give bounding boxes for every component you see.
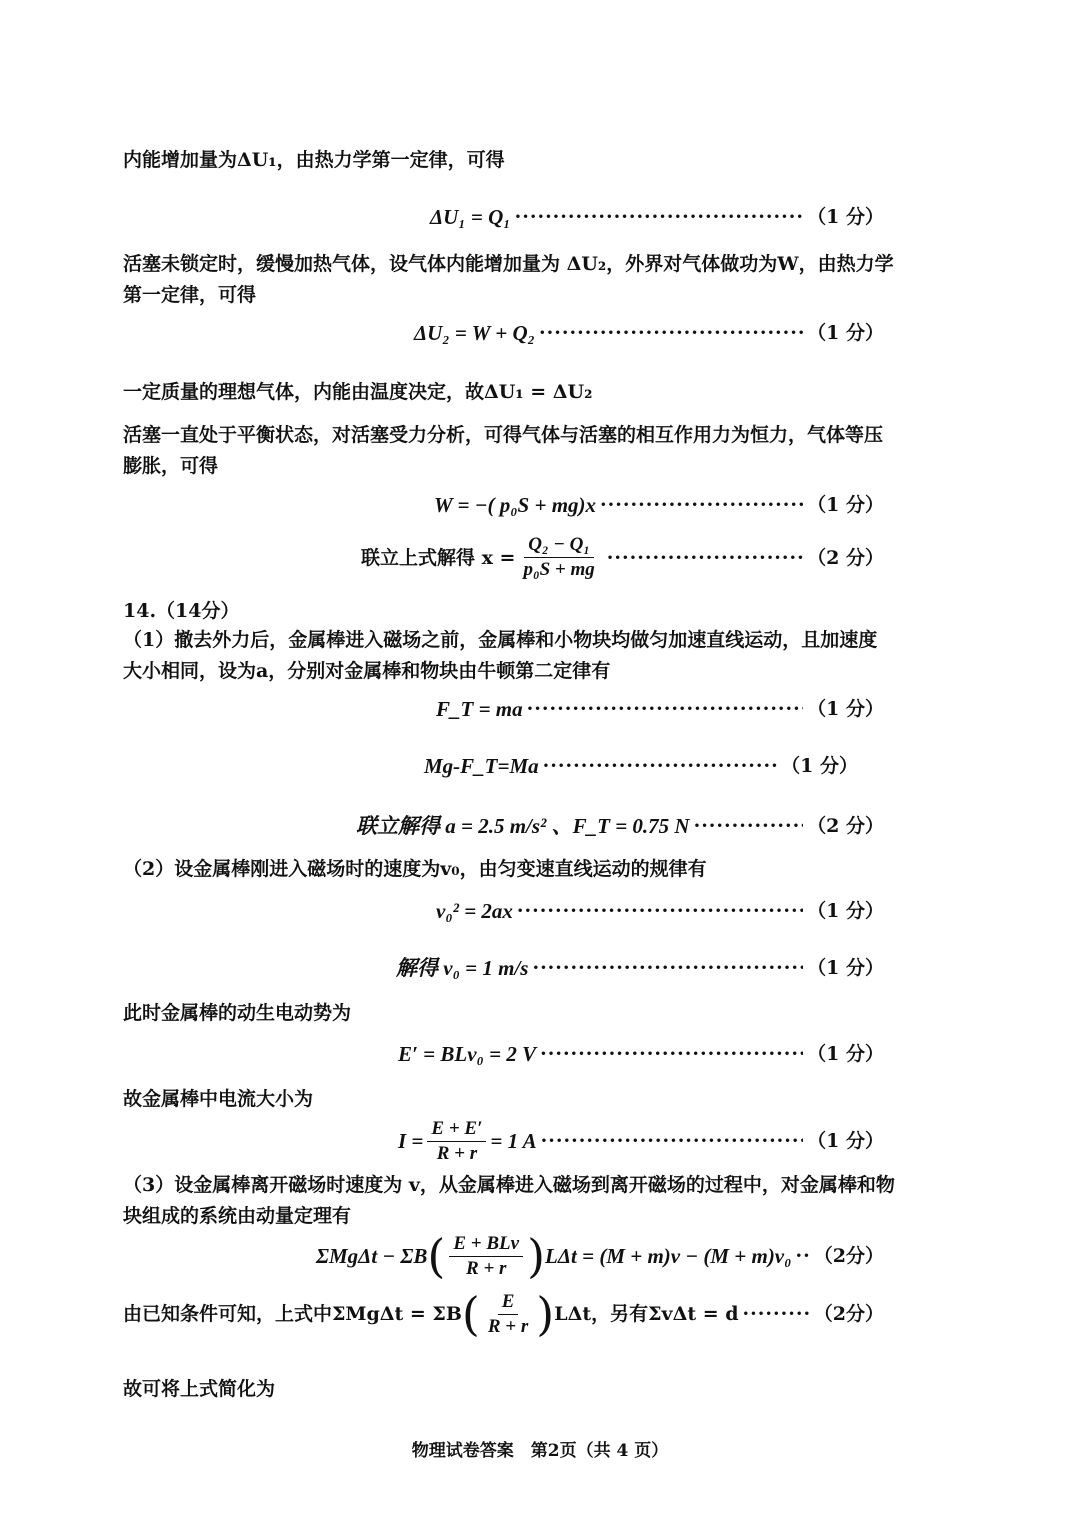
paren-left: (	[427, 1229, 446, 1283]
leader-dots	[600, 490, 803, 520]
equation: Mg-F_T=Ma	[424, 754, 539, 778]
equation-prefix: I =	[398, 1129, 424, 1153]
equation: E′ = BLv₀ = 2 V	[398, 1042, 537, 1066]
equation: v₀² = 2ax	[436, 899, 513, 923]
numerator: E	[498, 1290, 519, 1315]
text-line: 一定质量的理想气体，内能由温度决定，故ΔU₁ = ΔU₂	[123, 381, 593, 403]
leader-dots	[795, 1241, 809, 1271]
equation-row	[396, 953, 884, 983]
equation-row	[436, 694, 884, 724]
equation-row	[436, 896, 884, 926]
equation-part: LΔt，另有ΣvΔt = d	[554, 1303, 739, 1325]
text-paragraph: （3）设金属棒离开磁场时速度为 v，从金属棒进入磁场到离开磁场的过程中，对金属棒和物块组成的系统由动量定理有	[123, 1174, 895, 1227]
fraction	[519, 533, 598, 582]
leader-dots	[543, 751, 778, 781]
equation: W = −( p₀S + mg)x	[434, 493, 597, 517]
text-paragraph: （1）撤去外力后，金属棒进入磁场之前，金属棒和小物块均做匀加速直线运动，且加速度大小相同，设为a，分别对金属棒和物块由牛顿第二定律有	[123, 629, 878, 682]
text-paragraph: 活塞一直处于平衡状态，对活塞受力分析，可得气体与活塞的相互作用力为恒力，气体等压膨胀，可得	[123, 424, 884, 477]
equation-row	[316, 1230, 884, 1282]
text-line: 内能增加量为ΔU₁，由热力学第一定律，可得	[123, 149, 505, 171]
denominator: R + r	[436, 1142, 478, 1164]
equation-row	[398, 1039, 884, 1069]
score-label: （1 分）	[781, 755, 858, 777]
fraction	[427, 1117, 486, 1166]
score-label: （2分）	[813, 1303, 884, 1325]
paren-left: (	[461, 1287, 480, 1341]
fraction	[484, 1290, 532, 1339]
numerator: E + BLv	[449, 1232, 523, 1257]
score-label: （1 分）	[807, 1043, 884, 1065]
denominator: p₀S + mg	[523, 559, 595, 580]
leader-dots	[540, 1039, 803, 1069]
score-label: （1 分）	[807, 322, 884, 344]
equation: 解得 v₀ = 1 m/s	[396, 956, 529, 980]
fraction	[449, 1232, 523, 1281]
leader-dots	[532, 953, 803, 983]
score-label: （2 分）	[807, 815, 884, 837]
text-line: （2）设金属棒刚进入磁场时的速度为v₀，由匀变速直线运动的规律有	[123, 858, 707, 880]
score-label: （1 分）	[807, 494, 884, 516]
leader-dots	[527, 694, 804, 724]
leader-dots	[539, 318, 803, 348]
equation: 联立解得 a = 2.5 m/s² 、F_T = 0.75 N	[356, 814, 690, 838]
score-label: （1 分）	[807, 206, 884, 228]
score-label: （1 分）	[807, 957, 884, 979]
equation-part: ΣMgΔt − ΣB	[316, 1244, 428, 1268]
equation-row	[123, 1288, 884, 1340]
equation: ΔU₁ = Q₁	[430, 205, 511, 229]
score-label: （1 分）	[807, 1130, 884, 1152]
leader-dots	[515, 202, 804, 232]
equation-row	[424, 751, 858, 781]
paren-right: )	[536, 1287, 555, 1341]
equation-row	[398, 1118, 884, 1164]
denominator: R + r	[487, 1315, 529, 1337]
equation: F_T = ma	[436, 697, 523, 721]
leader-dots	[694, 811, 804, 841]
leader-dots	[607, 543, 803, 573]
text-paragraph: 活塞未锁定时，缓慢加热气体，设气体内能增加量为 ΔU₂，外界对气体做功为W，由热力学第一定律，可得	[123, 253, 894, 306]
text-line: 故可将上式简化为	[123, 1378, 276, 1400]
equation-part: 由已知条件可知，上式中ΣMgΔt = ΣB	[123, 1303, 462, 1325]
leader-dots	[517, 896, 803, 926]
leader-dots	[541, 1126, 804, 1156]
equation-row	[356, 811, 884, 841]
leader-dots	[743, 1299, 810, 1329]
equation-row	[414, 318, 884, 348]
equation: ΔU₂ = W + Q₂	[414, 321, 535, 345]
score-label: （2分）	[813, 1245, 884, 1267]
score-label: （1 分）	[807, 900, 884, 922]
equation-row	[434, 490, 884, 520]
score-label: （2 分）	[807, 546, 884, 569]
paren-right: )	[527, 1229, 546, 1283]
question-number: 14.（14分）	[123, 600, 240, 622]
page-footer: 物理试卷答案 第2页（共 4 页）	[411, 1441, 669, 1461]
equation-prefix: 联立上式解得 x =	[361, 546, 516, 569]
text-line: 此时金属棒的动生电动势为	[123, 1002, 352, 1024]
score-label: （1 分）	[807, 698, 884, 720]
equation-suffix: = 1 A	[490, 1129, 537, 1153]
equation-row	[430, 202, 884, 232]
text-line: 故金属棒中电流大小为	[123, 1088, 314, 1110]
numerator: E + E′	[427, 1117, 486, 1142]
numerator: Q₂ − Q₁	[524, 533, 594, 558]
equation-part: LΔt = (M + m)v − (M + m)v₀	[545, 1244, 792, 1268]
denominator: R + r	[466, 1257, 507, 1279]
equation-row	[361, 533, 884, 582]
